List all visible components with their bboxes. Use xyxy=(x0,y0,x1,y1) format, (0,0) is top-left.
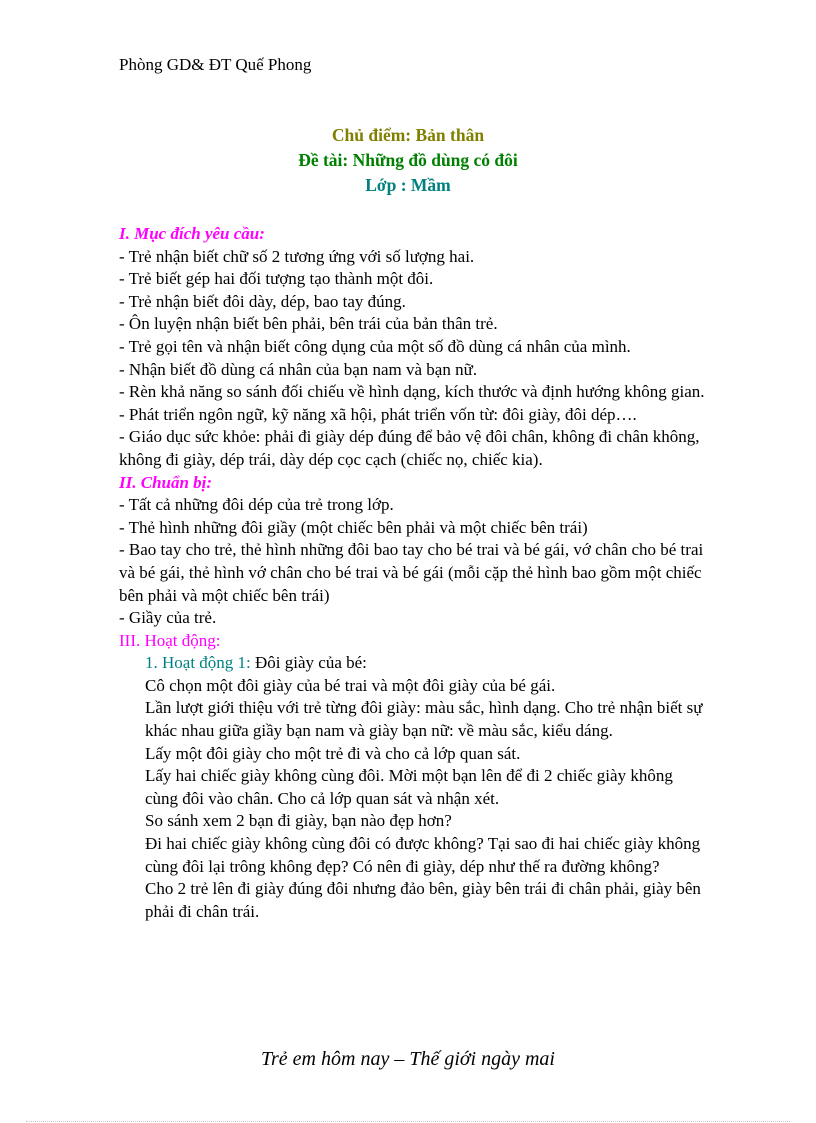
list-item: - Tất cả những đôi dép của trẻ trong lớp. xyxy=(119,495,394,515)
paragraph: Lấy hai chiếc giày không cùng đôi. Mời một bạn lên để đi 2 chiếc giày không cùng đôi vào chân. Cho cả lớp quan sát và nhận xét. xyxy=(145,766,673,808)
subject-title: Đề tài: Những đồ dùng có đôi xyxy=(298,150,518,170)
paragraph: Lần lượt giới thiệu với trẻ từng đôi giày: màu sắc, hình dạng. Cho trẻ nhận biết sự khác nhau giữa giầy bạn nam và giày bạn nữ: về màu sắc, kiểu dáng. xyxy=(145,698,703,741)
header-org: Phòng GD& ĐT Quế Phong xyxy=(119,55,312,74)
list-item: - Phát triển ngôn ngữ, kỹ năng xã hội, phát triển vốn từ: đôi giày, đôi dép…. xyxy=(119,404,637,424)
paragraph: Lấy một đôi giày cho một trẻ đi và cho cả lớp quan sát. xyxy=(145,743,521,763)
list-item: - Trẻ nhận biết chữ số 2 tương ứng với số lượng hai. xyxy=(119,246,475,266)
title-block xyxy=(0,123,816,198)
paragraph: Cô chọn một đôi giày của bé trai và một đôi giày của bé gái. xyxy=(145,675,556,695)
paragraph: Cho 2 trẻ lên đi giày đúng đôi nhưng đảo bên, giày bên trái đi chân phải, giày bên phải đi chân trái. xyxy=(145,879,701,921)
class-title: Lớp : Mầm xyxy=(365,175,451,195)
section1-heading: I. Mục đích yêu cầu: xyxy=(119,224,265,243)
paragraph: So sánh xem 2 bạn đi giày, bạn nào đẹp hơn? xyxy=(145,811,452,831)
document-body xyxy=(119,223,709,923)
footer-slogan: Trẻ em hôm nay – Thế giới ngày mai xyxy=(261,1048,555,1070)
activity1-label: 1. Hoạt động 1: xyxy=(145,653,251,673)
topic-title: Chủ điểm: Bản thân xyxy=(331,125,485,145)
paragraph: Đi hai chiếc giày không cùng đôi có được không? Tại sao đi hai chiếc giày không cùng đôi lại trông không đẹp? Có nên đi giày, dép như thế ra đường không? xyxy=(145,834,701,876)
list-item: - Trẻ biết gép hai đối tượng tạo thành một đôi. xyxy=(119,269,434,289)
list-item: - Trẻ nhận biết đôi dày, dép, bao tay đúng. xyxy=(119,291,406,311)
section2-heading: II. Chuẩn bị: xyxy=(119,472,213,492)
list-item: - Ôn luyện nhận biết bên phải, bên trái của bản thân trẻ. xyxy=(119,314,498,334)
page-divider xyxy=(26,1121,790,1122)
activity1-line xyxy=(119,652,709,675)
list-item: - Thẻ hình những đôi giầy (một chiếc bên phải và một chiếc bên trái) xyxy=(119,517,588,537)
list-item: - Giáo dục sức khỏe: phải đi giày dép đúng để bảo vệ đôi chân, không đi chân không, không đi giày, dép trái, dày dép cọc cạch (chiếc nọ, chiếc kia). xyxy=(119,427,700,469)
list-item: - Bao tay cho trẻ, thẻ hình những đôi bao tay cho bé trai và bé gái, vớ chân cho bé trai và bé gái, thẻ hình vớ chân cho bé trai và bé gái (mỗi cặp thẻ hình bao gồm một chiếc bên phải và một chiếc bên trái) xyxy=(119,540,704,605)
list-item: - Giầy của trẻ. xyxy=(119,608,217,628)
list-item: - Trẻ gọi tên và nhận biết công dụng của một số đồ dùng cá nhân của mình. xyxy=(119,336,631,356)
activity1-title: Đôi giày của bé: xyxy=(250,653,367,673)
list-item: - Rèn khả năng so sánh đối chiếu về hình dạng, kích thước và định hướng không gian. xyxy=(119,382,705,402)
list-item: - Nhận biết đồ dùng cá nhân của bạn nam và bạn nữ. xyxy=(119,359,478,379)
section3-heading: III. Hoạt động: xyxy=(119,630,221,650)
